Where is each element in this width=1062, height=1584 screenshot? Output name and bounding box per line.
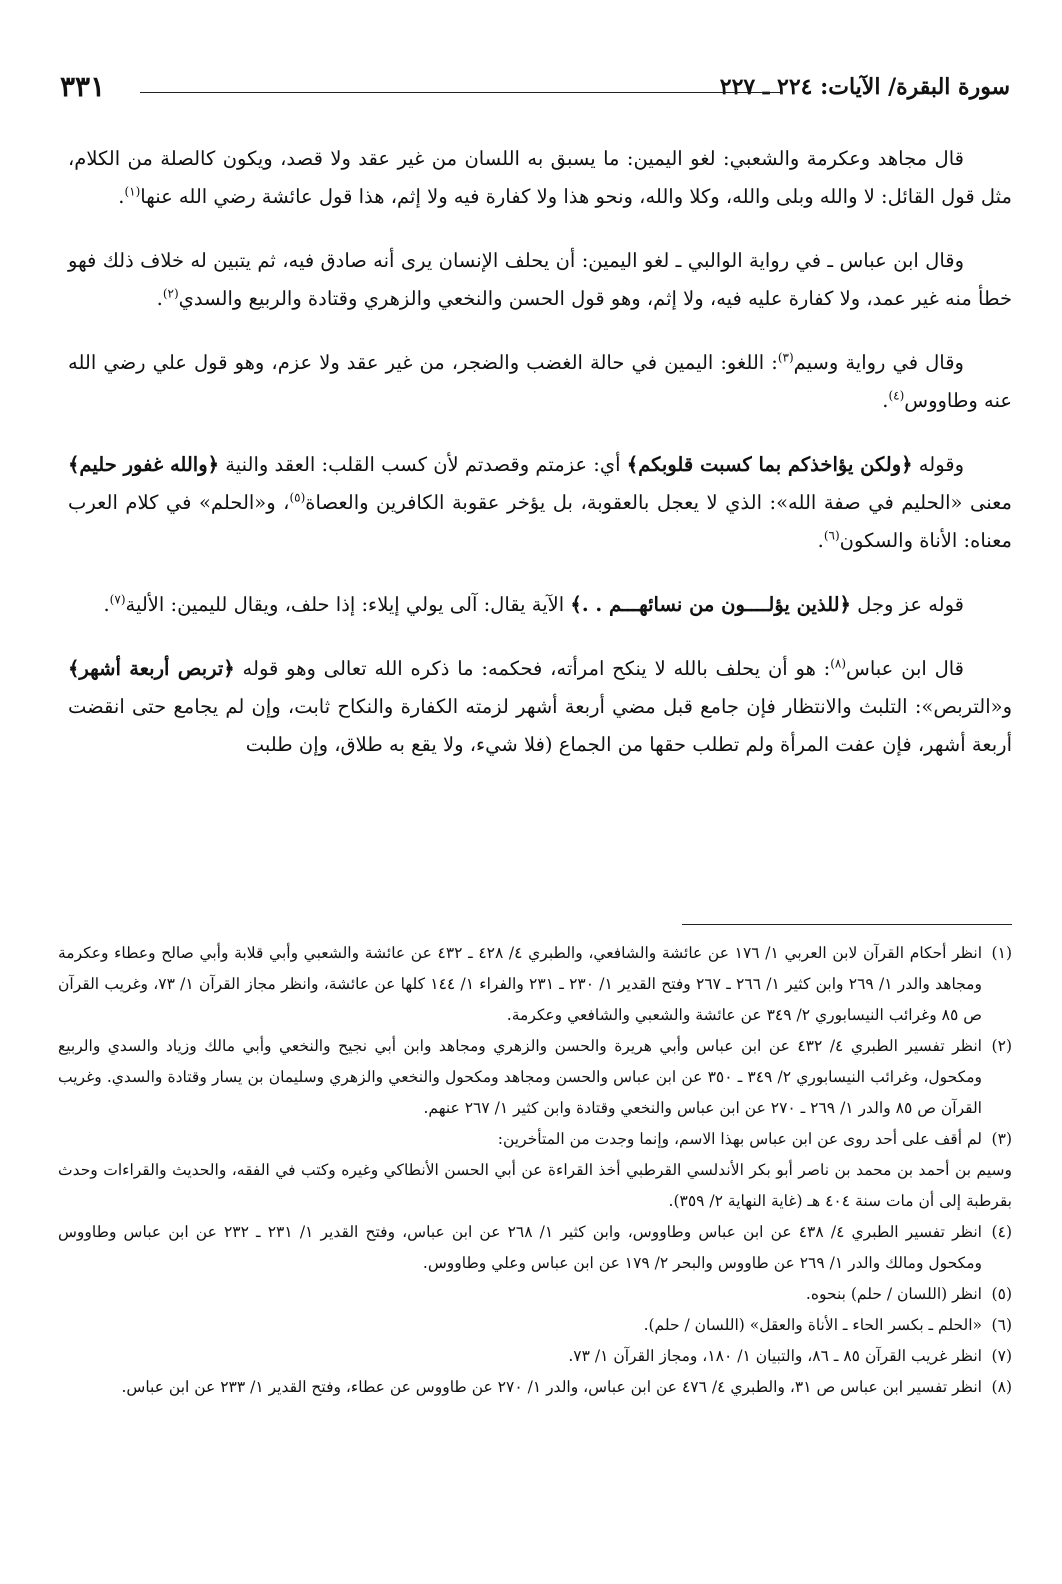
footnote-text: انظر أحكام القرآن لابن العربي ١/ ١٧٦ عن عائشة والشافعي، والطبري ٤/ ٤٢٨ ـ ٤٣٢ عن عائشة والشعبي وأبي قلابة وأبي صالح وعطاء وعكرمة ومجاهد والدر ١/ ٢٦٩ وابن كثير ١/ ٢٦٦ ـ ٢٦٧ وفتح القدير ١/ ٢٣٠ ـ ٢٣١ والفراء ١/ ١٤٤ كلها عن عائشة، وانظر مجاز القرآن ١/ ٧٣، وغريب القرآن ص ٨٥ وغرائب النيسابوري ٢/ ٣٤٩ عن عائشة والشعبي والشافعي وعكرمة. <box>58 944 983 1024</box>
paragraph-1: قال مجاهد وعكرمة والشعبي: لغو اليمين: ما يسبق به اللسان من غير عقد ولا قصد، ويكون كالصلة من الكلام، مثل قول القائل: لا والله وبلى والله، وكلا والله، ونحو هذا ولا كفارة فيه ولا إثم، هذا قول عائشة رضي الله عنها$^{(١)}$. <box>68 147 1012 208</box>
footnote <box>58 1217 1012 1279</box>
footnote-ref: (١) <box>124 184 141 199</box>
footnote-text: انظر تفسير الطبري ٤/ ٤٣٢ عن ابن عباس وأبي هريرة والحسن والزهري ومجاهد وابن أبي نجيح والنخعي وأبي مالك وزياد والسدي والربيع ومكحول، وغرائب النيسابوري ٢/ ٣٤٩ ـ ٣٥٠ عن ابن عباس والحسن ومجاهد ومكحول والنخعي والزهري وسليمان بن يسار وقتادة والسدي. وغريب القرآن ص ٨٥ والدر ١/ ٢٦٩ ـ ٢٧٠ عن ابن عباس والنخعي وقتادة وابن كثير ١/ ٢٦٧ عنهم. <box>58 1037 983 1117</box>
footnote-number: (٢) <box>991 1037 1012 1055</box>
footnote-ref: (٣) <box>777 350 794 365</box>
footnote <box>58 1031 1012 1124</box>
footnote-ref: (٧) <box>109 592 126 607</box>
header-rule <box>140 92 782 93</box>
quran-quote: ﴿ولكن يؤاخذكم بما كسبت قلوبكم﴾ <box>626 453 913 476</box>
footnote-text: لم أقف على أحد روى عن ابن عباس بهذا الاسم، وإنما وجدت من المتأخرين: <box>497 1130 982 1148</box>
surah-title: سورة البقرة/ الآيات: ٢٢٤ ـ ٢٢٧ <box>719 74 1010 100</box>
running-header <box>60 70 1010 108</box>
footnote <box>58 1279 1012 1310</box>
footnotes <box>58 938 1012 1403</box>
page-number: ٣٣١ <box>60 70 106 103</box>
footnote-number: (٥) <box>991 1285 1012 1303</box>
footnote-ref: (٨) <box>830 656 847 671</box>
paragraph-4: وقوله ﴿ولكن يؤاخذكم بما كسبت قلوبكم﴾ أي: عزمتم وقصدتم لأن كسب القلب: العقد والنية ﴿والله غفور حليم﴾ معنى «الحليم في صفة الله»: الذي لا يعجل بالعقوبة، بل يؤخر عقوبة الكافرين والعصاة$^{(٥)}$، و«الحلم» في كلام العرب معناه: الأناة والسكون$^{(٦)}$. <box>68 453 1012 552</box>
quran-quote: ﴿للذين يؤلــــون من نسائهـــم . .﴾ <box>570 593 851 616</box>
footnote <box>58 1310 1012 1341</box>
footnote-number: (٤) <box>991 1223 1012 1241</box>
footnote-ref: (٢) <box>162 286 179 301</box>
footnote <box>58 1124 1012 1217</box>
paragraph-5: قوله عز وجل ﴿للذين يؤلــــون من نسائهـــم . .﴾ الآية يقال: آلى يولي إيلاء: إذا حلف، ويقال لليمين: الألية$^{(٧)}$. <box>103 592 964 616</box>
footnote <box>58 938 1012 1031</box>
footnote-text-continued: وسيم بن أحمد بن محمد بن ناصر أبو بكر الأندلسي القرطبي أخذ القراءة عن أبي الحسن الأنطاكي وغيره وكتب في الفقه، والحديث والقراءات وحدث بقرطبة إلى أن مات سنة ٤٠٤ هـ (غاية النهاية ٢/ ٣٥٩). <box>58 1161 1012 1210</box>
footnote-text: انظر تفسير الطبري ٤/ ٤٣٨ عن ابن عباس وطاووس، وابن كثير ١/ ٢٦٨ عن ابن عباس، وفتح القدير ١/ ٢٣١ ـ ٢٣٢ عن ابن عباس وطاووس ومكحول ومالك والدر ١/ ٢٦٩ عن طاووس والبحر ٢/ ١٧٩ عن ابن عباس وعلي وطاووس. <box>58 1223 982 1272</box>
footnote-text: انظر غريب القرآن ٨٥ ـ ٨٦، والتبيان ١/ ١٨٠، ومجاز القرآن ١/ ٧٣. <box>568 1347 982 1365</box>
footnote-number: (٦) <box>991 1316 1012 1334</box>
paragraph-2: وقال ابن عباس ـ في رواية الوالبي ـ لغو اليمين: أن يحلف الإنسان يرى أنه صادق فيه، ثم يتبين له خلاف ذلك فهو خطأ منه غير عمد، ولا كفارة عليه فيه، ولا إثم، وهو قول الحسن والنخعي والزهري وقتادة والربيع والسدي$^{(٢)}$. <box>68 249 1012 310</box>
main-text <box>68 140 1012 790</box>
footnote-ref: (٥) <box>289 490 306 505</box>
footnote <box>58 1341 1012 1372</box>
footnote-number: (٨) <box>991 1378 1012 1396</box>
footnote <box>58 1372 1012 1403</box>
footnote-number: (٧) <box>991 1347 1012 1365</box>
footnote-ref: (٦) <box>823 528 840 543</box>
footnote-text: انظر (اللسان / حلم) بنحوه. <box>805 1285 982 1303</box>
footnote-separator <box>682 924 1012 925</box>
footnote-number: (٣) <box>991 1130 1012 1148</box>
footnote-text: «الحلم ـ بكسر الحاء ـ الأناة والعقل» (اللسان / حلم). <box>643 1316 982 1334</box>
paragraph-6: قال ابن عباس$^{(٨)}$: هو أن يحلف بالله لا ينكح امرأته، فحكمه: ما ذكره الله تعالى وهو قوله ﴿تربص أربعة أشهر﴾ و«التربص»: التلبث والانتظار فإن جامع قبل مضي أربعة أشهر لزمته الكفارة والنكاح ثابت، وإن لم يجامع حتى انقضت أربعة أشهر، فإن عفت المرأة ولم تطلب حقها من الجماع (فلا شيء، ولا يقع به طلاق، وإن طلبت <box>68 656 1012 756</box>
paragraph-3: وقال في رواية وسيم$^{(٣)}$: اللغو: اليمين في حالة الغضب والضجر، من غير عقد ولا عزم، وهو قول علي رضي الله عنه وطاووس$^{(٤)}$. <box>68 350 1012 412</box>
footnote-ref: (٤) <box>888 388 905 403</box>
footnote-text: انظر تفسير ابن عباس ص ٣١، والطبري ٤/ ٤٧٦ عن ابن عباس، والدر ١/ ٢٧٠ عن طاووس عن عطاء، وفتح القدير ١/ ٢٣٣ عن ابن عباس. <box>121 1378 982 1396</box>
quran-quote: ﴿والله غفور حليم﴾ <box>68 453 220 476</box>
quran-quote: ﴿تربص أربعة أشهر﴾ <box>68 657 235 680</box>
footnote-number: (١) <box>991 944 1012 962</box>
